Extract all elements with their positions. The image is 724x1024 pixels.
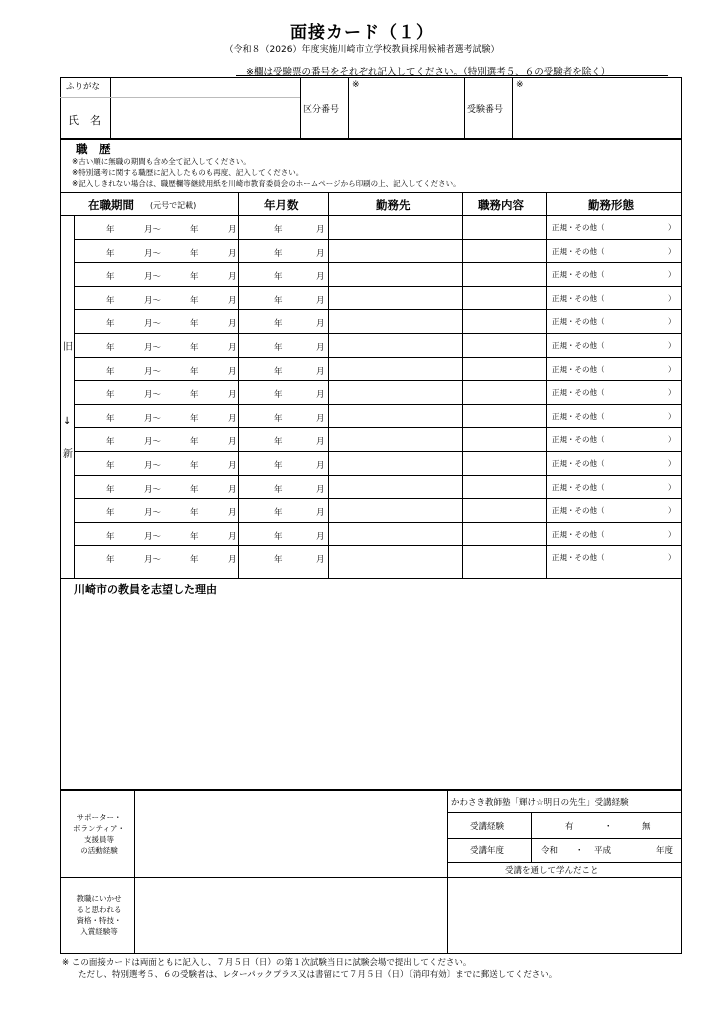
period-end-year: 年	[190, 249, 199, 259]
period-start-year: 年	[106, 367, 115, 377]
page-title: 面接カード（１）	[290, 23, 434, 43]
employment-options: 正規・その他（	[552, 553, 605, 562]
period-end-year: 年	[190, 508, 199, 518]
academy-experience-yes[interactable]: 有	[565, 822, 574, 832]
divider	[134, 790, 135, 954]
period-end-year: 年	[190, 272, 199, 282]
divider	[447, 862, 682, 863]
employment-close: ）	[668, 247, 676, 256]
period-start-year: 年	[106, 296, 115, 306]
period-start-month: 月〜	[144, 249, 162, 259]
period-end-year: 年	[190, 296, 199, 306]
period-end-year: 年	[190, 319, 199, 329]
employment-options: 正規・その他（	[552, 270, 605, 279]
years-count-month: 月	[316, 461, 325, 471]
period-start-year: 年	[106, 508, 115, 518]
period-end-month: 月	[228, 319, 237, 329]
name-label: 氏 名	[68, 114, 101, 127]
volunteer-label-2: ボランティア・	[73, 824, 125, 833]
employment-close: ）	[668, 412, 676, 421]
employment-options: 正規・その他（	[552, 341, 605, 350]
period-end-year: 年	[190, 485, 199, 495]
career-note-2: ※特別選考に関する職歴に記入したものも再度、記入してください。	[72, 168, 304, 177]
years-count-month: 月	[316, 414, 325, 424]
employment-options: 正規・その他（	[552, 435, 605, 444]
employment-options: 正規・その他（	[552, 388, 605, 397]
volunteer-label-1: サポーター・	[76, 813, 122, 822]
period-end-year: 年	[190, 437, 199, 447]
motivation-label: 川崎市の教員を志望した理由	[74, 583, 217, 596]
employment-close: ）	[668, 341, 676, 350]
instruction-note: ※欄は受験票の番号をそれぞれ記入してください。（特別選考５、６の受験者を除く）	[246, 67, 611, 78]
period-end-year: 年	[190, 414, 199, 424]
period-start-month: 月〜	[144, 225, 162, 235]
employment-close: ）	[668, 294, 676, 303]
period-start-year: 年	[106, 249, 115, 259]
employment-close: ）	[668, 317, 676, 326]
employment-options: 正規・その他（	[552, 483, 605, 492]
divider	[447, 790, 448, 954]
exam-number-field[interactable]	[513, 78, 681, 138]
period-end-month: 月	[228, 249, 237, 259]
period-end-year: 年	[190, 343, 199, 353]
name-field[interactable]	[111, 98, 299, 138]
instruction-underline	[236, 75, 668, 76]
arrow-down-icon: ↓	[63, 416, 72, 427]
period-start-month: 月〜	[144, 414, 162, 424]
period-start-year: 年	[106, 555, 115, 565]
period-end-month: 月	[228, 485, 237, 495]
employment-options: 正規・その他（	[552, 294, 605, 303]
period-end-year: 年	[190, 390, 199, 400]
years-count-month: 月	[316, 437, 325, 447]
years-count-year: 年	[274, 343, 283, 353]
employment-options: 正規・その他（	[552, 459, 605, 468]
period-end-month: 月	[228, 272, 237, 282]
period-start-year: 年	[106, 485, 115, 495]
years-count-month: 月	[316, 343, 325, 353]
career-note-1: ※古い順に無職の期間も含め全て記入してください。	[72, 157, 251, 166]
years-count-year: 年	[274, 414, 283, 424]
employment-close: ）	[668, 270, 676, 279]
period-start-year: 年	[106, 319, 115, 329]
years-count-year: 年	[274, 225, 283, 235]
period-end-month: 月	[228, 461, 237, 471]
period-start-year: 年	[106, 225, 115, 235]
divider	[531, 812, 532, 862]
volunteer-label-4: の活動経験	[80, 846, 118, 855]
academy-year-label: 受講年度	[470, 846, 505, 856]
academy-year-separator: ・	[575, 846, 584, 856]
employment-close: ）	[668, 459, 676, 468]
years-count-year: 年	[274, 367, 283, 377]
column-years: 年月数	[264, 198, 299, 212]
years-count-year: 年	[274, 296, 283, 306]
employment-close: ）	[668, 435, 676, 444]
period-start-year: 年	[106, 437, 115, 447]
period-end-month: 月	[228, 532, 237, 542]
period-start-month: 月〜	[144, 296, 162, 306]
category-number-field[interactable]	[349, 78, 463, 138]
column-employment: 勤務形態	[588, 198, 634, 212]
period-start-month: 月〜	[144, 272, 162, 282]
years-count-month: 月	[316, 225, 325, 235]
period-end-month: 月	[228, 555, 237, 565]
years-count-month: 月	[316, 485, 325, 495]
column-period: 在職期間	[88, 198, 134, 212]
divider	[60, 877, 447, 878]
career-note-3: ※記入しきれない場合は、職歴欄等継続用紙を川崎市教育委員会のホームページから印刷の上、記入してください。	[72, 179, 461, 188]
years-count-month: 月	[316, 249, 325, 259]
period-start-year: 年	[106, 414, 115, 424]
years-count-month: 月	[316, 532, 325, 542]
employment-options: 正規・その他（	[552, 317, 605, 326]
category-number-label: 区分番号	[303, 105, 340, 115]
period-start-year: 年	[106, 272, 115, 282]
period-start-month: 月〜	[144, 555, 162, 565]
academy-learned-field[interactable]	[449, 879, 681, 953]
period-start-month: 月〜	[144, 437, 162, 447]
period-end-year: 年	[190, 367, 199, 377]
period-end-year: 年	[190, 461, 199, 471]
years-count-month: 月	[316, 296, 325, 306]
period-end-month: 月	[228, 225, 237, 235]
qualification-label-2: ると思われる	[76, 905, 122, 914]
period-end-month: 月	[228, 437, 237, 447]
category-number-mark: ※	[352, 80, 360, 90]
footer-note-1: ※ この面接カードは両面ともに記入し、７月５日（日）の第１次試験当日に試験会場で提出してください。	[62, 958, 472, 968]
employment-close: ）	[668, 530, 676, 539]
qualification-label-4: 入賞経験等	[80, 927, 118, 936]
period-start-month: 月〜	[144, 390, 162, 400]
volunteer-label-3: 支援員等	[84, 835, 114, 844]
order-old-label: 旧	[63, 342, 73, 353]
academy-experience-no[interactable]: 無	[642, 822, 651, 832]
exam-number-mark: ※	[516, 80, 524, 90]
years-count-year: 年	[274, 555, 283, 565]
academy-title: かわさき教師塾「輝け☆明日の先生」受講経験	[451, 798, 629, 808]
years-count-month: 月	[316, 555, 325, 565]
period-end-year: 年	[190, 555, 199, 565]
period-start-year: 年	[106, 532, 115, 542]
academy-experience-separator: ・	[604, 822, 613, 832]
employment-close: ）	[668, 483, 676, 492]
divider	[447, 838, 682, 839]
academy-year-reiwa[interactable]: 令和	[541, 846, 559, 856]
divider	[300, 77, 301, 139]
order-new-label: 新	[63, 449, 73, 460]
years-count-year: 年	[274, 485, 283, 495]
employment-close: ）	[668, 506, 676, 515]
column-workplace: 勤務先	[376, 198, 411, 212]
period-start-month: 月〜	[144, 485, 162, 495]
motivation-field[interactable]	[62, 598, 680, 788]
qualification-field[interactable]	[136, 879, 446, 953]
period-end-month: 月	[228, 414, 237, 424]
employment-close: ）	[668, 223, 676, 232]
years-count-month: 月	[316, 272, 325, 282]
years-count-year: 年	[274, 272, 283, 282]
period-end-month: 月	[228, 367, 237, 377]
years-count-year: 年	[274, 390, 283, 400]
period-start-month: 月〜	[144, 508, 162, 518]
period-start-year: 年	[106, 390, 115, 400]
qualification-label-3: 資格・特技・	[76, 916, 122, 925]
employment-options: 正規・その他（	[552, 365, 605, 374]
column-duty: 職務内容	[478, 198, 524, 212]
years-count-year: 年	[274, 532, 283, 542]
employment-close: ）	[668, 365, 676, 374]
years-count-year: 年	[274, 437, 283, 447]
employment-options: 正規・その他（	[552, 223, 605, 232]
exam-number-label: 受験番号	[467, 105, 504, 115]
years-count-year: 年	[274, 249, 283, 259]
years-count-month: 月	[316, 390, 325, 400]
period-start-month: 月〜	[144, 367, 162, 377]
period-end-month: 月	[228, 296, 237, 306]
period-start-year: 年	[106, 343, 115, 353]
period-end-year: 年	[190, 225, 199, 235]
divider	[447, 812, 682, 813]
period-start-month: 月〜	[144, 343, 162, 353]
years-count-month: 月	[316, 508, 325, 518]
years-count-year: 年	[274, 461, 283, 471]
career-heading: 職 歴	[76, 142, 111, 156]
academy-experience-label: 受講経験	[470, 822, 505, 832]
academy-learned-label: 受講を通して学んだこと	[505, 866, 599, 876]
furigana-field[interactable]	[111, 78, 299, 96]
period-end-month: 月	[228, 508, 237, 518]
period-end-year: 年	[190, 532, 199, 542]
years-count-month: 月	[316, 319, 325, 329]
period-end-month: 月	[228, 343, 237, 353]
period-start-month: 月〜	[144, 532, 162, 542]
years-count-month: 月	[316, 367, 325, 377]
employment-close: ）	[668, 388, 676, 397]
employment-options: 正規・その他（	[552, 247, 605, 256]
years-count-year: 年	[274, 319, 283, 329]
employment-options: 正規・その他（	[552, 506, 605, 515]
furigana-label: ふりがな	[66, 82, 101, 92]
qualification-label-1: 教職にいかせ	[76, 894, 122, 903]
period-start-year: 年	[106, 461, 115, 471]
period-start-month: 月〜	[144, 461, 162, 471]
divider	[60, 192, 682, 193]
academy-year-heisei[interactable]: 平成	[594, 846, 612, 856]
column-period-note: (元号で記載)	[150, 201, 197, 210]
volunteer-field[interactable]	[136, 792, 446, 876]
divider	[447, 877, 682, 878]
employment-options: 正規・その他（	[552, 530, 605, 539]
page-subtitle: （令和８（2026）年度実施川崎市立学校教員採用候補者選考試験）	[224, 45, 500, 55]
employment-options: 正規・その他（	[552, 412, 605, 421]
divider	[464, 77, 465, 139]
footer-note-2: ただし、特別選考５、６の受験者は、レターパックプラス又は書留にて７月５日（日）〔消印有効〕までに郵送してください。	[78, 970, 558, 980]
years-count-year: 年	[274, 508, 283, 518]
period-end-month: 月	[228, 390, 237, 400]
period-start-month: 月〜	[144, 319, 162, 329]
academy-year-suffix: 年度	[656, 846, 674, 856]
employment-close: ）	[668, 553, 676, 562]
